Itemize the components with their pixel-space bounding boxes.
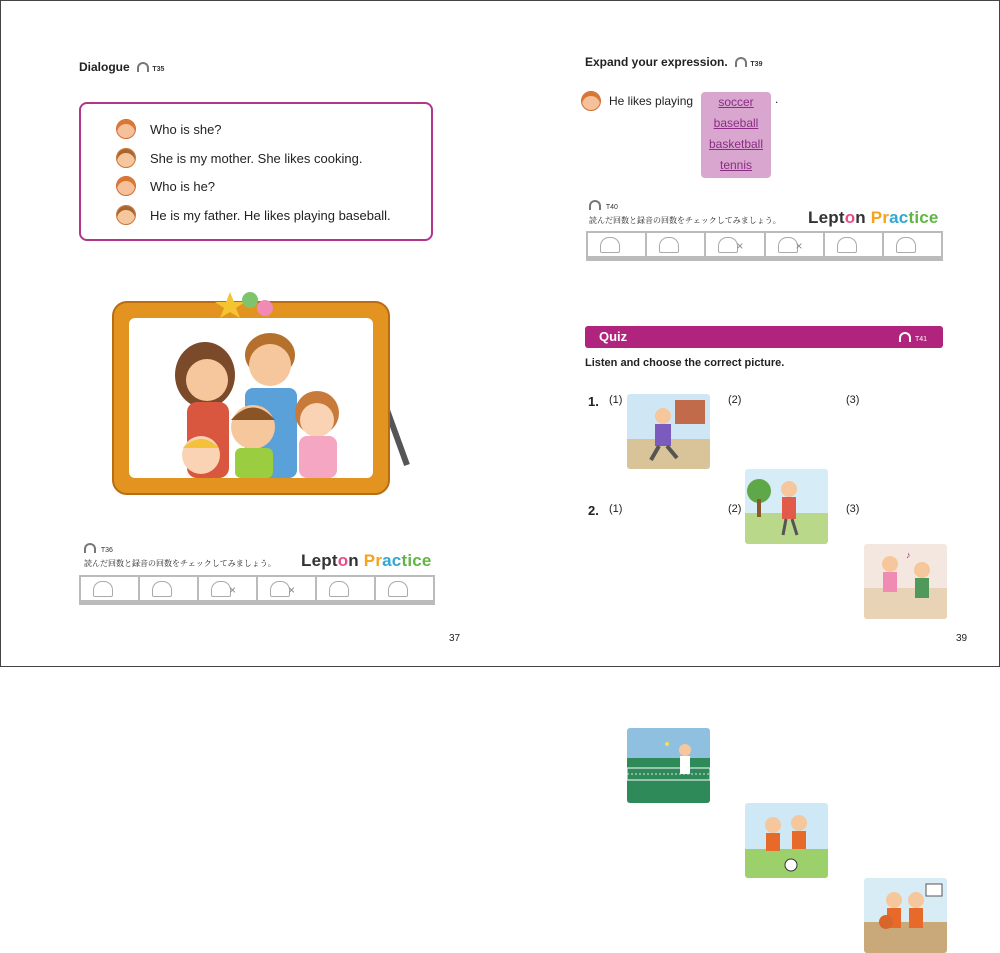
quiz-picture-tennis[interactable] xyxy=(627,728,710,803)
expand-sentence-text: He likes playing xyxy=(609,94,694,108)
quiz-picture-soccer[interactable] xyxy=(745,803,828,878)
quiz-picture-basketball[interactable] xyxy=(864,878,947,953)
family-photo-illustration xyxy=(105,290,415,505)
question-number: 2. xyxy=(588,503,599,518)
option-label: (3) xyxy=(846,503,860,515)
read-check-box[interactable] xyxy=(81,577,138,600)
svg-text:♪: ♪ xyxy=(906,550,911,560)
logo-part: Lept xyxy=(808,208,845,227)
boy-face-icon xyxy=(116,205,136,225)
practice-instruction: 読んだ回数と録音の回数をチェックしてみましょう。 xyxy=(589,216,781,225)
logo-part: ac xyxy=(382,551,402,570)
headphones-icon xyxy=(84,543,96,553)
dialogue-text: He is my father. He likes playing baseball. xyxy=(150,207,391,223)
dialogue-line xyxy=(116,175,215,197)
read-check-box[interactable] xyxy=(140,577,197,600)
word-option: basketball xyxy=(708,137,764,151)
quiz-header xyxy=(585,326,943,348)
record-check-box[interactable] xyxy=(376,577,433,600)
dialogue-text: Who is she? xyxy=(150,121,222,137)
quiz-picture-walking-girl[interactable] xyxy=(745,469,828,544)
practice-instruction: 読んだ回数と録音の回数をチェックしてみましょう。 xyxy=(84,559,276,568)
lepton-practice-logo xyxy=(301,551,432,571)
dialogue-line xyxy=(116,204,391,226)
option-label: (3) xyxy=(846,394,860,406)
practice-track xyxy=(589,200,618,211)
dialogue-box xyxy=(79,102,433,241)
logo-part: o xyxy=(337,551,349,570)
logo-part: n xyxy=(348,551,364,570)
logo-part: tice xyxy=(908,208,939,227)
word-option: tennis xyxy=(719,158,753,172)
read-check-box[interactable]: × xyxy=(258,577,315,600)
read-check-box[interactable]: × xyxy=(766,233,823,256)
word-option: baseball xyxy=(713,116,759,130)
practice-checkbar xyxy=(79,575,435,605)
logo-part: n xyxy=(855,208,871,227)
read-check-box[interactable] xyxy=(647,233,704,256)
option-label: (2) xyxy=(728,394,742,406)
dialogue-heading xyxy=(79,60,164,74)
track-label: T39 xyxy=(750,61,763,68)
read-check-box[interactable] xyxy=(588,233,645,256)
page-number: 39 xyxy=(956,633,968,644)
record-check-box[interactable] xyxy=(825,233,882,256)
headphones-icon xyxy=(899,332,911,342)
dialogue-line xyxy=(116,118,222,140)
logo-part: Pr xyxy=(870,208,890,227)
read-check-box[interactable]: × xyxy=(199,577,256,600)
record-check-box[interactable] xyxy=(884,233,941,256)
word-options-box xyxy=(701,92,771,178)
quiz-instruction: Listen and choose the correct picture. xyxy=(585,357,785,369)
quiz-picture-dancing-kids[interactable] xyxy=(864,544,947,619)
quiz-track xyxy=(895,326,927,351)
logo-part: ac xyxy=(889,208,909,227)
practice-track xyxy=(84,543,113,554)
dialogue-heading-text: Dialogue xyxy=(79,60,130,74)
headphones-icon xyxy=(589,200,601,210)
track-label: T40 xyxy=(605,204,618,211)
logo-part: tice xyxy=(401,551,432,570)
record-check-box[interactable] xyxy=(317,577,374,600)
track-label: T41 xyxy=(914,336,927,343)
headphones-icon xyxy=(137,62,149,72)
dialogue-text: She is my mother. She likes cooking. xyxy=(150,150,363,166)
quiz-title: Quiz xyxy=(599,329,628,344)
boy-face-icon xyxy=(116,148,136,168)
word-option: soccer xyxy=(718,95,754,109)
expand-sentence xyxy=(581,91,693,111)
expand-heading-text: Expand your expression. xyxy=(585,55,728,69)
dialogue-line xyxy=(116,147,362,169)
quiz-picture-running-boy[interactable] xyxy=(627,394,710,469)
expand-heading xyxy=(585,55,762,69)
track-label: T36 xyxy=(100,547,113,554)
sentence-period: . xyxy=(775,92,779,106)
girl-face-icon xyxy=(116,176,136,196)
girl-face-icon xyxy=(581,91,601,111)
page-number: 37 xyxy=(449,633,461,644)
option-label: (1) xyxy=(609,394,623,406)
logo-part: o xyxy=(844,208,856,227)
logo-part: Pr xyxy=(363,551,383,570)
option-label: (2) xyxy=(728,503,742,515)
question-number: 1. xyxy=(588,394,599,409)
girl-face-icon xyxy=(116,119,136,139)
dialogue-text: Who is he? xyxy=(150,178,216,194)
track-label: T35 xyxy=(152,66,165,73)
practice-checkbar xyxy=(586,231,943,261)
headphones-icon xyxy=(735,57,747,67)
read-check-box[interactable]: × xyxy=(706,233,763,256)
option-label: (1) xyxy=(609,503,623,515)
lepton-practice-logo xyxy=(808,208,939,228)
logo-part: Lept xyxy=(301,551,338,570)
